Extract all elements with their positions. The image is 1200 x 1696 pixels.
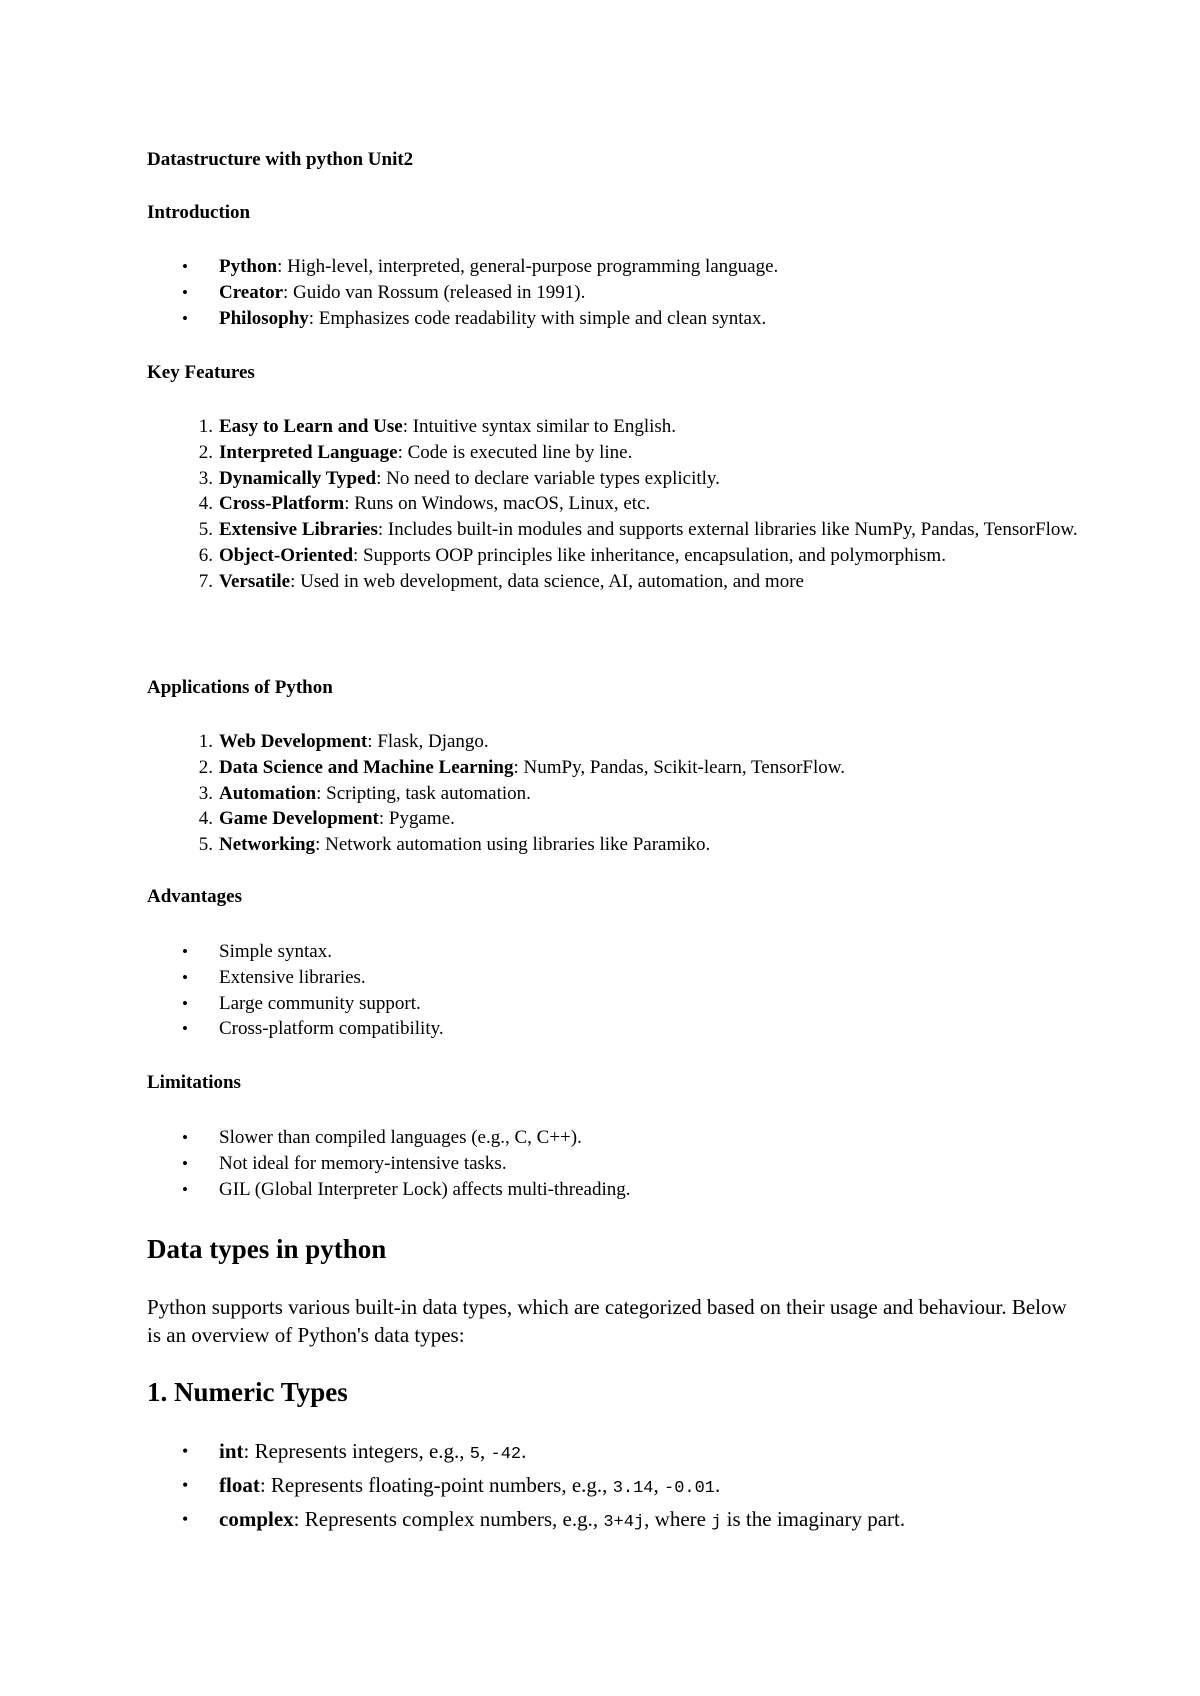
bullet-icon: • bbox=[182, 942, 188, 961]
list-item bbox=[147, 755, 1080, 781]
list-number: 2. bbox=[198, 441, 213, 463]
list-item bbox=[147, 1470, 1080, 1504]
list-item-text: : Pygame. bbox=[378, 808, 455, 830]
list-item bbox=[147, 806, 1080, 832]
list-item-term: Easy to Learn and Use bbox=[219, 416, 403, 437]
list-item bbox=[147, 781, 1080, 807]
list-number: 2. bbox=[198, 756, 213, 778]
list-item-text: Simple syntax. bbox=[219, 941, 332, 962]
datatypes-paragraph-block bbox=[147, 1293, 1080, 1349]
bullet-icon: • bbox=[182, 1019, 188, 1039]
list-item bbox=[147, 1151, 1080, 1177]
list-item bbox=[147, 569, 1080, 595]
code-sample: 3.14 bbox=[612, 1479, 654, 1498]
list-item-text: Extensive libraries. bbox=[219, 966, 366, 988]
numeric-list-block bbox=[147, 1436, 1080, 1538]
applications-list bbox=[147, 729, 1080, 858]
list-item-term: int bbox=[219, 1439, 244, 1463]
list-item-term: Networking bbox=[219, 834, 316, 856]
list-item-term: Python bbox=[219, 256, 278, 277]
bullet-icon: • bbox=[182, 1509, 189, 1529]
numeric-heading: 1. Numeric Types bbox=[147, 1377, 348, 1407]
bullet-icon: • bbox=[182, 993, 188, 1013]
list-item-text: : Emphasizes code readability with simple and clean syntax. bbox=[308, 307, 767, 329]
list-number: 4. bbox=[198, 493, 213, 515]
list-item-text: is the imaginary part. bbox=[721, 1507, 906, 1531]
list-item-term: Philosophy bbox=[219, 307, 309, 329]
advantages-heading: Advantages bbox=[147, 886, 243, 907]
list-item-term: complex bbox=[219, 1507, 294, 1531]
list-item-text: . bbox=[715, 1473, 721, 1497]
list-item-term: Dynamically Typed bbox=[219, 467, 377, 489]
list-number: 7. bbox=[198, 570, 213, 592]
advantages-list bbox=[147, 939, 1080, 1042]
list-item bbox=[147, 729, 1080, 755]
list-item-term: float bbox=[219, 1473, 260, 1497]
bullet-icon: • bbox=[182, 1475, 189, 1495]
list-number: 4. bbox=[198, 808, 213, 830]
numeric-list bbox=[147, 1436, 1080, 1538]
list-number: 5. bbox=[198, 834, 213, 856]
list-item-term: Automation bbox=[219, 782, 317, 804]
document-title: Datastructure with python Unit2 bbox=[147, 149, 414, 170]
list-item bbox=[147, 1125, 1080, 1151]
list-item-text: : High-level, interpreted, general-purpose programming language. bbox=[277, 256, 779, 277]
list-item-text: Large community support. bbox=[219, 992, 421, 1014]
list-item-text: : Supports OOP principles like inheritance, encapsulation, and polymorphism. bbox=[353, 544, 946, 566]
list-item-text: : Represents complex numbers, e.g., bbox=[293, 1507, 604, 1531]
list-item-term: Web Development bbox=[219, 731, 368, 752]
limitations-list bbox=[147, 1125, 1080, 1202]
list-item-text: Cross-platform compatibility. bbox=[219, 1018, 444, 1040]
bullet-icon: • bbox=[182, 257, 188, 276]
list-item bbox=[147, 1504, 1080, 1538]
list-item-text: , bbox=[480, 1439, 491, 1463]
bullet-icon: • bbox=[182, 282, 188, 302]
list-number: 1. bbox=[198, 416, 213, 437]
code-sample: -42 bbox=[490, 1445, 522, 1464]
list-number: 6. bbox=[198, 544, 213, 566]
list-item bbox=[147, 965, 1080, 991]
list-item bbox=[147, 1436, 1080, 1470]
features-list-block bbox=[147, 414, 1080, 595]
list-item bbox=[147, 280, 1080, 306]
document-title-block bbox=[147, 148, 1080, 172]
list-item bbox=[147, 832, 1080, 858]
list-item bbox=[147, 1016, 1080, 1042]
bullet-icon: • bbox=[182, 308, 188, 328]
list-item-term: Object-Oriented bbox=[219, 544, 354, 566]
features-heading: Key Features bbox=[147, 362, 255, 383]
limitations-list-block bbox=[147, 1125, 1080, 1202]
list-item bbox=[147, 254, 1080, 280]
list-item-term: Cross-Platform bbox=[219, 493, 345, 515]
list-item-text: : Scripting, task automation. bbox=[316, 782, 531, 804]
limitations-heading: Limitations bbox=[147, 1072, 241, 1093]
bullet-icon: • bbox=[182, 1128, 188, 1147]
list-item-term: Game Development bbox=[219, 808, 379, 830]
advantages-list-block bbox=[147, 939, 1080, 1042]
list-item-text: : Intuitive syntax similar to English. bbox=[402, 416, 677, 437]
datatypes-heading-block bbox=[147, 1233, 1080, 1265]
bullet-icon: • bbox=[182, 1179, 188, 1199]
list-item-text: : Represents floating-point numbers, e.g., bbox=[259, 1473, 613, 1497]
bullet-icon: • bbox=[182, 1441, 189, 1461]
datatypes-heading: Data types in python bbox=[147, 1234, 387, 1264]
list-item bbox=[147, 466, 1080, 492]
code-sample: j bbox=[711, 1513, 722, 1532]
list-item bbox=[147, 306, 1080, 332]
list-item-text: : NumPy, Pandas, Scikit-learn, TensorFlow. bbox=[513, 756, 845, 778]
bullet-icon: • bbox=[182, 967, 188, 987]
features-heading-block bbox=[147, 361, 1080, 385]
list-item-text: Not ideal for memory-intensive tasks. bbox=[219, 1152, 507, 1174]
intro-heading: Introduction bbox=[147, 202, 251, 223]
list-item-text: , where bbox=[644, 1507, 712, 1531]
list-item-text: . bbox=[521, 1439, 527, 1463]
intro-heading-block bbox=[147, 201, 1080, 225]
applications-heading: Applications of Python bbox=[147, 677, 333, 698]
code-sample: 3+4j bbox=[603, 1513, 645, 1532]
list-item-text: , bbox=[653, 1473, 664, 1497]
list-item bbox=[147, 491, 1080, 517]
features-list bbox=[147, 414, 1080, 595]
advantages-heading-block bbox=[147, 885, 1080, 909]
list-item-text: : Includes built-in modules and supports external libraries like NumPy, Pandas, TensorFlow. bbox=[377, 519, 1078, 541]
list-item-term: Extensive Libraries bbox=[219, 519, 378, 541]
list-item-text: : Guido van Rossum (released in 1991). bbox=[283, 281, 586, 303]
list-item bbox=[147, 543, 1080, 569]
list-item-term: Creator bbox=[219, 281, 284, 303]
applications-list-block bbox=[147, 729, 1080, 858]
list-number: 3. bbox=[198, 467, 213, 489]
code-sample: 5 bbox=[469, 1445, 480, 1464]
intro-list bbox=[147, 254, 1080, 331]
list-item bbox=[147, 414, 1080, 440]
code-sample: -0.01 bbox=[664, 1479, 716, 1498]
list-item-text: : Represents integers, e.g., bbox=[243, 1439, 470, 1463]
list-item-text: : Used in web development, data science, AI, automation, and more bbox=[290, 570, 804, 592]
list-item-text: : Network automation using libraries like Paramiko. bbox=[315, 834, 711, 856]
list-item-term: Interpreted Language bbox=[219, 441, 398, 463]
applications-heading-block bbox=[147, 676, 1080, 700]
list-item-text: : Flask, Django. bbox=[367, 731, 489, 752]
limitations-heading-block bbox=[147, 1071, 1080, 1095]
list-item-text: Slower than compiled languages (e.g., C, C++). bbox=[219, 1127, 582, 1148]
list-item-text: GIL (Global Interpreter Lock) affects multi-threading. bbox=[219, 1178, 631, 1200]
list-number: 1. bbox=[198, 731, 213, 752]
list-item bbox=[147, 440, 1080, 466]
list-number: 3. bbox=[198, 782, 213, 804]
list-item bbox=[147, 991, 1080, 1017]
intro-list-block bbox=[147, 254, 1080, 331]
list-item-text: : Runs on Windows, macOS, Linux, etc. bbox=[344, 493, 651, 515]
list-item-term: Data Science and Machine Learning bbox=[219, 756, 514, 778]
list-number: 5. bbox=[198, 519, 213, 541]
list-item-text: : Code is executed line by line. bbox=[397, 441, 633, 463]
list-item-term: Versatile bbox=[219, 570, 291, 592]
list-item bbox=[147, 939, 1080, 965]
numeric-heading-block bbox=[147, 1376, 1080, 1408]
list-item bbox=[147, 1177, 1080, 1203]
bullet-icon: • bbox=[182, 1153, 188, 1173]
list-item bbox=[147, 517, 1080, 543]
list-item-text: : No need to declare variable types explicitly. bbox=[376, 467, 720, 489]
datatypes-paragraph: Python supports various built-in data types, which are categorized based on their usage and behaviour. Below is an overview of Python's data types: bbox=[147, 1295, 1067, 1347]
